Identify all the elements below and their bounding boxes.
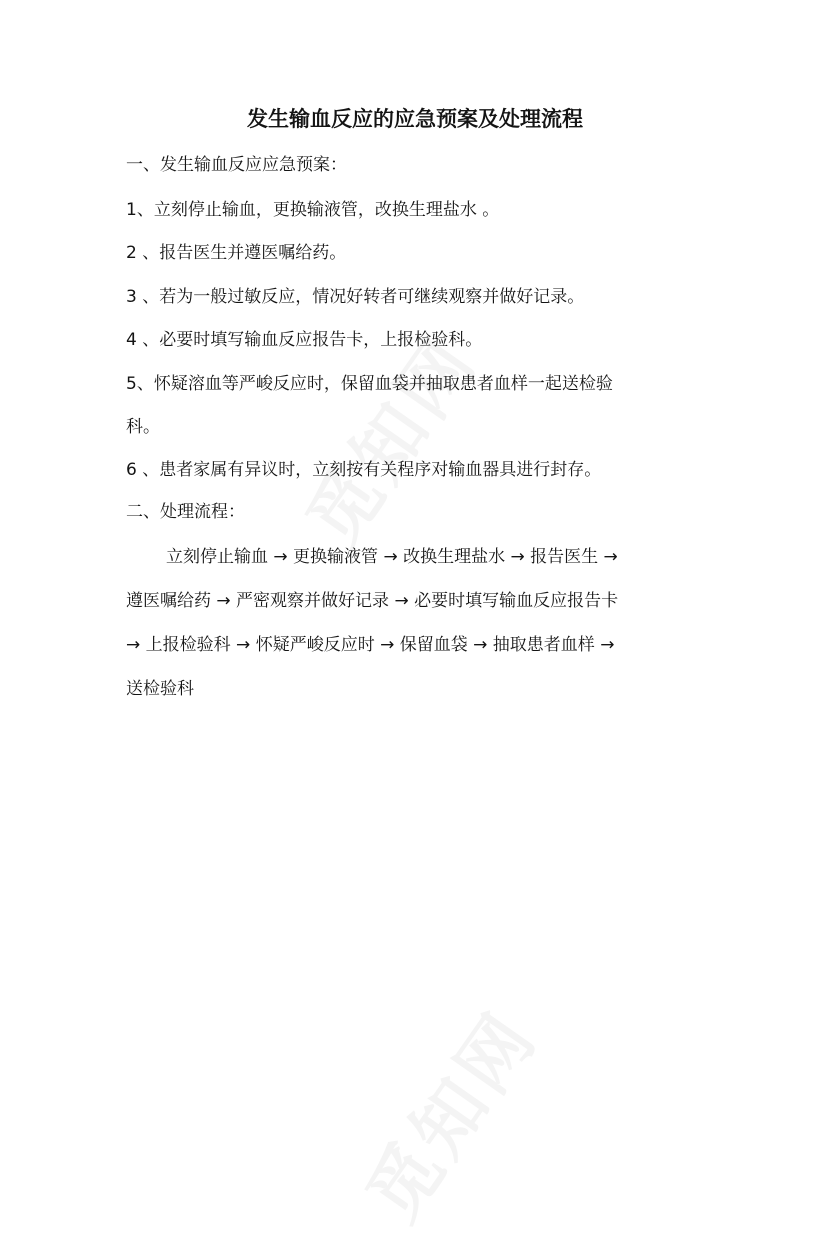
plan-step-4: 4 、必要时填写输血反应报告卡，上报检验科。 <box>126 330 483 350</box>
plan-step-3: 3 、若为一般过敏反应，情况好转者可继续观察并做好记录。 <box>126 287 585 307</box>
plan-step-5-continued: 科。 <box>126 417 160 437</box>
flow-line-2: 遵医嘱给药 → 严密观察并做好记录 → 必要时填写输血反应报告卡 <box>126 591 619 611</box>
section-heading-process-flow: 二、处理流程： <box>126 502 245 522</box>
document-title: 发生输血反应的应急预案及处理流程 <box>247 107 583 131</box>
plan-step-5: 5、怀疑溶血等严峻反应时，保留血袋并抽取患者血样一起送检验 <box>126 374 613 394</box>
plan-step-6: 6 、患者家属有异议时，立刻按有关程序对输血器具进行封存。 <box>126 460 602 480</box>
plan-step-1: 1、立刻停止输血，更换输液管，改换生理盐水 。 <box>126 200 500 220</box>
section-heading-emergency-plan: 一、发生输血反应应急预案： <box>126 155 347 175</box>
flow-line-3: → 上报检验科 → 怀疑严峻反应时 → 保留血袋 → 抽取患者血样 → <box>126 635 615 655</box>
flow-line-1: 立刻停止输血 → 更换输液管 → 改换生理盐水 → 报告医生 → <box>166 547 618 567</box>
plan-step-2: 2 、报告医生并遵医嘱给药。 <box>126 243 347 263</box>
watermark-bottom <box>337 986 556 1237</box>
flow-line-4: 送检验科 <box>126 679 194 699</box>
